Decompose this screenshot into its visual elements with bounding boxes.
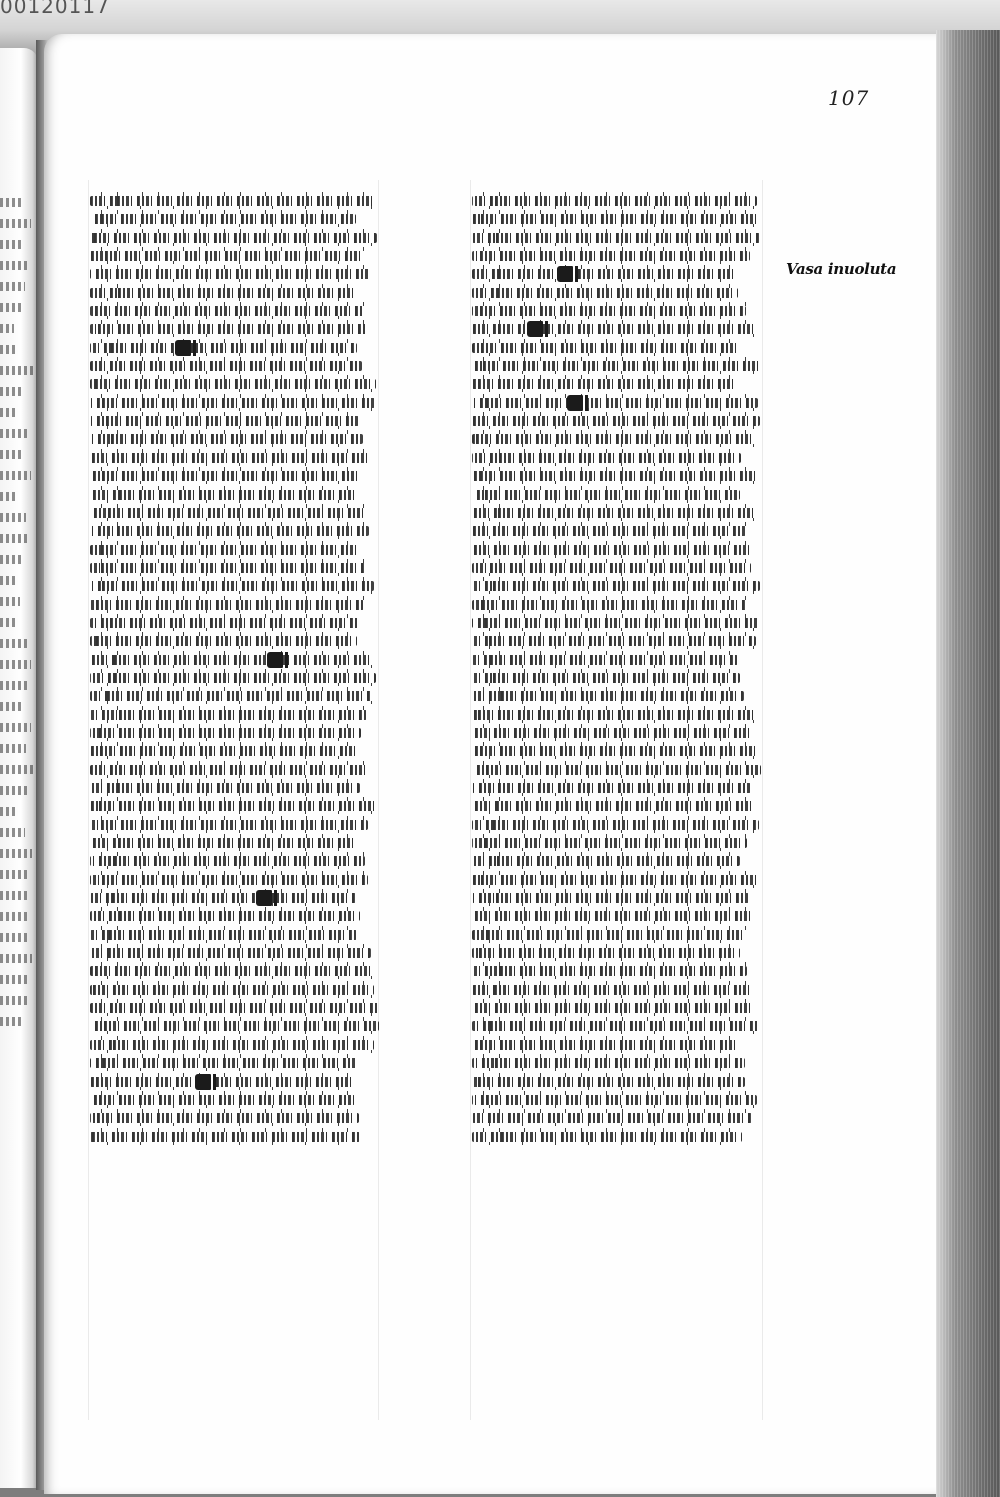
verso-text-fragment: [0, 702, 23, 711]
verso-text-fragment: [0, 198, 22, 207]
handwritten-text: [90, 691, 372, 701]
handwritten-text: [90, 398, 375, 408]
manuscript-line: [90, 247, 380, 265]
handwritten-text: [472, 673, 740, 683]
manuscript-line: [472, 1128, 762, 1146]
verso-text-fragment: [0, 933, 30, 942]
manuscript-line: [472, 962, 762, 980]
verso-text-fragment: [0, 534, 29, 543]
verso-page-edge: [0, 48, 38, 1488]
manuscript-line: [472, 816, 762, 834]
verso-text-fragment: [0, 660, 31, 669]
handwritten-text: [90, 966, 375, 976]
handwritten-text: [90, 1113, 359, 1123]
manuscript-line: [90, 284, 380, 302]
manuscript-line: [472, 302, 762, 320]
manuscript-line: [90, 430, 380, 448]
paragraph-mark-icon: [195, 1074, 211, 1090]
manuscript-line: [90, 1091, 380, 1109]
verso-text-fragment: [0, 492, 15, 501]
handwritten-text: [90, 838, 355, 848]
verso-text-fragment: [0, 912, 28, 921]
handwritten-text: [472, 526, 746, 536]
manuscript-line: [472, 871, 762, 889]
manuscript-line: [472, 651, 762, 669]
manuscript-line: [472, 889, 762, 907]
verso-text-fragment: [0, 324, 14, 333]
manuscript-line: [90, 541, 380, 559]
manuscript-line: [90, 265, 380, 283]
verso-text-fragment: [0, 1017, 23, 1026]
manuscript-line: [472, 504, 762, 522]
manuscript-line: [472, 706, 762, 724]
handwritten-text: [90, 214, 356, 224]
manuscript-line: [472, 467, 762, 485]
paragraph-mark-icon: [527, 321, 543, 337]
handwritten-text: [90, 490, 356, 500]
verso-text-fragment: [0, 261, 30, 270]
manuscript-line: [90, 412, 380, 430]
handwritten-text: [472, 655, 738, 665]
manuscript-line: [90, 614, 380, 632]
manuscript-line: [90, 852, 380, 870]
manuscript-line: [472, 449, 762, 467]
verso-text-fragment: [0, 513, 26, 522]
manuscript-line: [90, 229, 380, 247]
handwritten-text: [472, 1113, 752, 1123]
handwritten-text: [472, 1095, 757, 1105]
handwritten-text: [90, 196, 377, 206]
manuscript-line: [90, 761, 380, 779]
manuscript-line: [90, 742, 380, 760]
manuscript-line: [90, 1109, 380, 1127]
verso-text-fragment: [0, 471, 31, 480]
handwritten-text: [90, 434, 363, 444]
handwritten-text: [472, 490, 740, 500]
manuscript-line: [472, 1109, 762, 1127]
handwritten-text: [472, 269, 738, 279]
handwritten-text: [472, 416, 760, 426]
handwritten-text: [90, 600, 364, 610]
manuscript-line: [472, 834, 762, 852]
handwritten-text: [90, 306, 364, 316]
manuscript-line: [472, 210, 762, 228]
handwritten-text: [90, 508, 364, 518]
handwritten-text: [90, 930, 357, 940]
handwritten-text: [472, 251, 750, 261]
handwritten-text: [90, 233, 377, 243]
manuscript-line: [472, 926, 762, 944]
handwritten-text: [90, 269, 370, 279]
manuscript-line: [90, 669, 380, 687]
verso-text-fragment: [0, 744, 26, 753]
text-column-left: [90, 192, 380, 1146]
verso-text-fragment: [0, 219, 31, 228]
manuscript-line: [472, 1017, 762, 1035]
manuscript-line: [90, 210, 380, 228]
manuscript-line: [472, 247, 762, 265]
handwritten-text: [90, 655, 372, 665]
handwritten-text: [472, 728, 751, 738]
handwritten-text: [90, 911, 360, 921]
verso-text-fragment: [0, 681, 29, 690]
handwritten-text: [472, 379, 737, 389]
manuscript-line: [90, 706, 380, 724]
verso-text-fragment: [0, 849, 32, 858]
verso-text-fragment: [0, 765, 33, 774]
handwritten-text: [90, 765, 370, 775]
paragraph-mark-icon: [175, 340, 191, 356]
verso-text-fragment: [0, 345, 17, 354]
verso-text-fragment: [0, 954, 32, 963]
handwritten-text: [472, 1040, 737, 1050]
manuscript-line: [472, 541, 762, 559]
manuscript-line: [90, 834, 380, 852]
verso-text-fragment: [0, 366, 33, 375]
handwritten-text: [90, 985, 374, 995]
ruling-line: [762, 180, 763, 1420]
handwritten-text: [472, 1003, 752, 1013]
handwritten-text: [472, 911, 752, 921]
manuscript-line: [472, 687, 762, 705]
handwritten-text: [90, 1095, 355, 1105]
handwritten-text: [472, 233, 760, 243]
handwritten-text: [472, 691, 744, 701]
verso-text-fragment: [0, 786, 29, 795]
handwritten-text: [472, 765, 761, 775]
handwritten-text: [472, 1077, 745, 1087]
handwritten-text: [90, 1132, 360, 1142]
handwritten-text: [472, 820, 759, 830]
verso-text-fragment: [0, 828, 25, 837]
paragraph-mark-icon: [267, 652, 283, 668]
manuscript-line: [90, 981, 380, 999]
manuscript-line: [472, 779, 762, 797]
handwritten-text: [472, 1132, 742, 1142]
paragraph-mark-icon: [256, 890, 272, 906]
verso-text-fragment: [0, 240, 24, 249]
manuscript-line: [90, 816, 380, 834]
verso-text-fragment: [0, 807, 16, 816]
verso-text-fragment: [0, 891, 29, 900]
handwritten-text: [472, 710, 756, 720]
handwritten-text: [90, 673, 376, 683]
handwritten-text: [90, 416, 359, 426]
handwritten-text: [90, 471, 359, 481]
manuscript-line: [472, 265, 762, 283]
manuscript-line: [472, 724, 762, 742]
manuscript-line: [472, 1054, 762, 1072]
handwritten-text: [472, 288, 738, 298]
manuscript-line: [472, 614, 762, 632]
manuscript-line: [90, 871, 380, 889]
verso-text-fragment: [0, 429, 29, 438]
handwritten-text: [472, 434, 756, 444]
handwritten-text: [472, 1021, 759, 1031]
handwritten-text: [472, 856, 740, 866]
handwritten-text: [90, 251, 364, 261]
handwritten-text: [472, 545, 750, 555]
verso-text-fragment: [0, 870, 28, 879]
manuscript-line: [472, 559, 762, 577]
manuscript-line: [472, 412, 762, 430]
manuscript-line: [472, 357, 762, 375]
manuscript-line: [90, 394, 380, 412]
manuscript-line: [472, 192, 762, 210]
manuscript-line: [90, 339, 380, 357]
handwritten-text: [90, 545, 361, 555]
manuscript-line: [90, 1054, 380, 1072]
manuscript-line: [472, 632, 762, 650]
verso-text-fragment: [0, 555, 22, 564]
manuscript-line: [90, 486, 380, 504]
handwritten-text: [472, 948, 740, 958]
handwritten-text: [472, 875, 760, 885]
handwritten-text: [90, 856, 365, 866]
handwritten-text: [472, 563, 751, 573]
manuscript-line: [90, 687, 380, 705]
handwritten-text: [472, 196, 757, 206]
handwritten-text: [90, 948, 371, 958]
handwritten-text: [90, 710, 367, 720]
manuscript-line: [472, 522, 762, 540]
handwritten-text: [90, 783, 360, 793]
handwritten-text: [90, 361, 362, 371]
manuscript-line: [472, 944, 762, 962]
handwritten-text: [90, 875, 368, 885]
ruling-line: [88, 180, 89, 1420]
manuscript-line: [90, 724, 380, 742]
manuscript-line: [90, 596, 380, 614]
handwritten-text: [90, 1003, 379, 1013]
handwritten-text: [90, 581, 374, 591]
manuscript-line: [472, 669, 762, 687]
handwritten-text: [472, 801, 753, 811]
manuscript-line: [472, 1091, 762, 1109]
manuscript-line: [90, 632, 380, 650]
handwritten-text: [472, 746, 757, 756]
verso-text-fragment: [0, 408, 16, 417]
manuscript-line: [90, 504, 380, 522]
handwritten-text: [472, 398, 758, 408]
handwritten-text: [472, 600, 747, 610]
manuscript-line: [90, 962, 380, 980]
handwritten-text: [90, 453, 370, 463]
handwritten-text: [472, 618, 759, 628]
paragraph-mark-icon: [557, 266, 573, 282]
manuscript-line: [472, 486, 762, 504]
manuscript-line: [90, 651, 380, 669]
handwritten-text: [90, 636, 357, 646]
call-number: 00120117: [0, 0, 110, 18]
handwritten-text: [90, 1077, 355, 1087]
verso-text-fragment: [0, 975, 27, 984]
manuscript-line: [472, 999, 762, 1017]
manuscript-line: [472, 1036, 762, 1054]
manuscript-line: [90, 577, 380, 595]
verso-text-fragment: [0, 597, 20, 606]
handwritten-text: [90, 288, 358, 298]
manuscript-line: [90, 375, 380, 393]
verso-text-fragment: [0, 576, 18, 585]
manuscript-line: [90, 559, 380, 577]
manuscript-line: [472, 797, 762, 815]
manuscript-line: [90, 907, 380, 925]
handwritten-text: [90, 1021, 379, 1031]
manuscript-line: [90, 320, 380, 338]
manuscript-line: [472, 430, 762, 448]
manuscript-line: [90, 302, 380, 320]
handwritten-text: [472, 1058, 745, 1068]
handwritten-text: [472, 214, 760, 224]
handwritten-text: [472, 581, 760, 591]
handwritten-text: [90, 728, 361, 738]
handwritten-text: [472, 361, 760, 371]
manuscript-line: [472, 981, 762, 999]
handwritten-text: [90, 746, 359, 756]
manuscript-line: [90, 1073, 380, 1091]
manuscript-line: [472, 284, 762, 302]
handwritten-text: [90, 343, 357, 353]
verso-text-fragment: [0, 639, 27, 648]
folio-number: 107: [828, 86, 870, 110]
handwritten-text: [90, 526, 369, 536]
handwritten-text: [472, 343, 741, 353]
handwritten-text: [472, 306, 746, 316]
manuscript-line: [472, 761, 762, 779]
fore-edge: [936, 30, 1000, 1497]
manuscript-line: [472, 1073, 762, 1091]
paragraph-mark-icon: [567, 395, 583, 411]
manuscript-line: [90, 889, 380, 907]
handwritten-text: [90, 324, 367, 334]
handwritten-text: [90, 379, 376, 389]
handwritten-text: [472, 453, 741, 463]
handwritten-text: [472, 636, 756, 646]
marginal-note: Vasa inuoluta: [786, 260, 897, 278]
manuscript-line: [472, 577, 762, 595]
verso-text-fragment: [0, 387, 22, 396]
manuscript-line: [90, 192, 380, 210]
handwritten-text: [90, 1058, 357, 1068]
manuscript-line: [472, 229, 762, 247]
handwritten-text: [472, 930, 747, 940]
manuscript-line: [472, 742, 762, 760]
manuscript-line: [472, 907, 762, 925]
handwritten-text: [472, 838, 747, 848]
manuscript-line: [472, 394, 762, 412]
manuscript-line: [90, 1017, 380, 1035]
manuscript-line: [90, 926, 380, 944]
handwritten-text: [472, 985, 753, 995]
ruling-line: [470, 180, 471, 1420]
manuscript-line: [90, 999, 380, 1017]
text-column-right: [472, 192, 762, 1146]
manuscript-line: [90, 357, 380, 375]
verso-text-fragment: [0, 723, 31, 732]
manuscript-line: [90, 522, 380, 540]
manuscript-line: [472, 375, 762, 393]
manuscript-line: [472, 339, 762, 357]
handwritten-text: [90, 893, 356, 903]
manuscript-line: [90, 797, 380, 815]
verso-text-fragment: [0, 303, 21, 312]
manuscript-line: [90, 467, 380, 485]
handwritten-text: [90, 801, 378, 811]
verso-text-fragment: [0, 282, 25, 291]
handwritten-text: [472, 966, 747, 976]
handwritten-text: [472, 508, 756, 518]
manuscript-line: [472, 852, 762, 870]
manuscript-line: [90, 449, 380, 467]
handwritten-text: [472, 893, 749, 903]
handwritten-text: [90, 618, 359, 628]
manuscript-line: [90, 1128, 380, 1146]
manuscript-line: [90, 779, 380, 797]
handwritten-text: [472, 471, 758, 481]
manuscript-line: [90, 1036, 380, 1054]
handwritten-text: [90, 1040, 374, 1050]
verso-text-fragment: [0, 996, 30, 1005]
manuscript-line: [472, 596, 762, 614]
verso-text-fragment: [0, 450, 24, 459]
handwritten-text: [472, 324, 757, 334]
handwritten-text: [472, 783, 751, 793]
manuscript-line: [90, 944, 380, 962]
verso-text-fragment: [0, 618, 18, 627]
handwritten-text: [90, 563, 366, 573]
handwritten-text: [90, 820, 368, 830]
manuscript-line: [472, 320, 762, 338]
